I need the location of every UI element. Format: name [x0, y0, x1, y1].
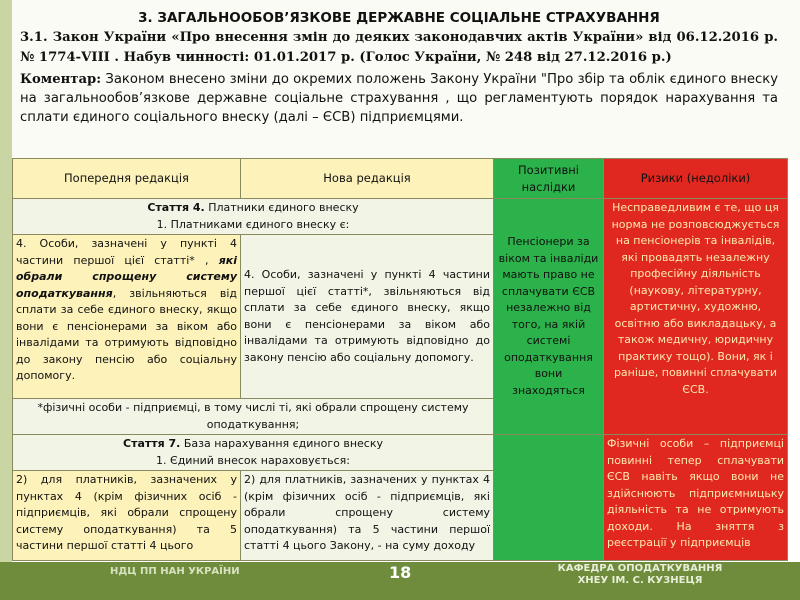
risk-article-7: Фізичні особи – підприємці повинні тепер сплачувати ЄСВ навіть якщо вони не здійснюють підприємницьку діяльність та не отримують доходи. На зняття з реєстрації у підприємців [604, 435, 788, 561]
article-7-heading [13, 435, 494, 471]
header-previous-edition: Попередня редакція [13, 159, 241, 199]
footer-left-label: НДЦ ПП НАН УКРАЇНИ [110, 566, 240, 577]
article-7-subtitle: 1. Єдиний внесок нараховується: [156, 453, 350, 467]
positive-effect-article-7 [494, 435, 604, 561]
comment [20, 70, 778, 127]
law-reference: 3.1. Закон України «Про внесення змін до деяких законодавчих актів України» від 06.12.2016 р. № 1774-VIII . Набув чинності: 01.01.2017 р. (Голос України, № 248 від 27.12.2016 р.) [20, 30, 778, 65]
article-4-title: Платники єдиного внеску [204, 201, 359, 214]
article-7-title: База нарахування єдиного внеску [180, 437, 383, 450]
article-7-row [13, 435, 788, 471]
page-number: 18 [389, 563, 412, 582]
header-text [20, 10, 778, 127]
comment-label: Коментар: [20, 72, 102, 87]
previous-article-7-item-2: 2) для платників, зазначених у пунктах 4 (крім фізичних осіб - підприємців, які обрали спрощену систему оподаткування) та 5 частини першої статті 4 цього [13, 471, 241, 561]
previous-text-a: 4. Особи, зазначені у пункті 4 частини першої цієї статті* , [16, 237, 237, 267]
article-4-heading [13, 199, 494, 235]
comment-text: Законом внесено зміни до окремих положень Закону України "Про збір та облік єдиного внеску на загальнообов’язкове державне соціальне страхування , що регламентують порядок нарахування та сплати єдиного соціального внеску (далі – ЄСВ) підприємцями. [20, 72, 778, 125]
new-article-4-item-4: 4. Особи, зазначені у пункті 4 частини першої цієї статті*, звільняються від сплати за себе єдиного внеску, якщо вони є пенсіонерами за віком або інвалідами та отримують відповідно до закону пенсію або соціальну допомогу. [241, 235, 494, 399]
article-4-name: Стаття 4. [147, 201, 205, 214]
table-header-row [13, 159, 788, 199]
previous-article-4-item-4 [13, 235, 241, 399]
header-new-edition: Нова редакція [241, 159, 494, 199]
new-article-7-item-2: 2) для платників, зазначених у пунктах 4 (крім фізичних осіб - підприємців, які обрали спрощену систему оподаткування) та 5 частини першої статті 4 цього Закону, - на суму доходу [241, 471, 494, 561]
risk-article-4: Несправедливим є те, що ця норма не розповсюджується на пенсіонерів та інвалідів, які провадять незалежну професійну діяльність (наукову, літературну, артистичну, художню, освітню або викладацьку, а також медичну, юридичну практику тощо). Вони, як і раніше, повинні сплачувати ЄСВ. [604, 199, 788, 435]
footnote: *фізичні особи - підприємці, в тому числі ті, які обрали спрощену систему оподаткування; [13, 399, 494, 435]
positive-effect-article-4: Пенсіонери за віком та інваліди мають право не сплачувати ЄСВ незалежно від того, на якій системі оподаткування вони знаходяться [494, 199, 604, 435]
left-accent-bar [0, 0, 12, 600]
footer-right-label [540, 563, 740, 587]
footer-right-line-1: КАФЕДРА ОПОДАТКУВАННЯ [557, 563, 723, 574]
comparison-table [12, 158, 788, 561]
section-title: 3. ЗАГАЛЬНООБОВ’ЯЗКОВЕ ДЕРЖАВНЕ СОЦІАЛЬНЕ СТРАХУВАННЯ [138, 10, 660, 26]
footer-right-line-2: ХНЕУ ІМ. С. КУЗНЕЦЯ [577, 575, 703, 586]
previous-text-emphasis: які обрали спрощену систему оподаткування [16, 253, 237, 300]
previous-text-b: , звільняються від сплати за себе єдиного внеску, якщо вони є пенсіонерами за віком або інвалідами та отримують відповідно до закону пенсію або соціальну допомогу. [16, 286, 237, 382]
header-risks: Ризики (недоліки) [604, 159, 788, 199]
article-7-name: Стаття 7. [123, 437, 181, 450]
article-4-row [13, 199, 788, 235]
header-positive-effects: Позитивні наслідки [494, 159, 604, 199]
article-4-subtitle: 1. Платниками єдиного внеску є: [156, 217, 350, 231]
